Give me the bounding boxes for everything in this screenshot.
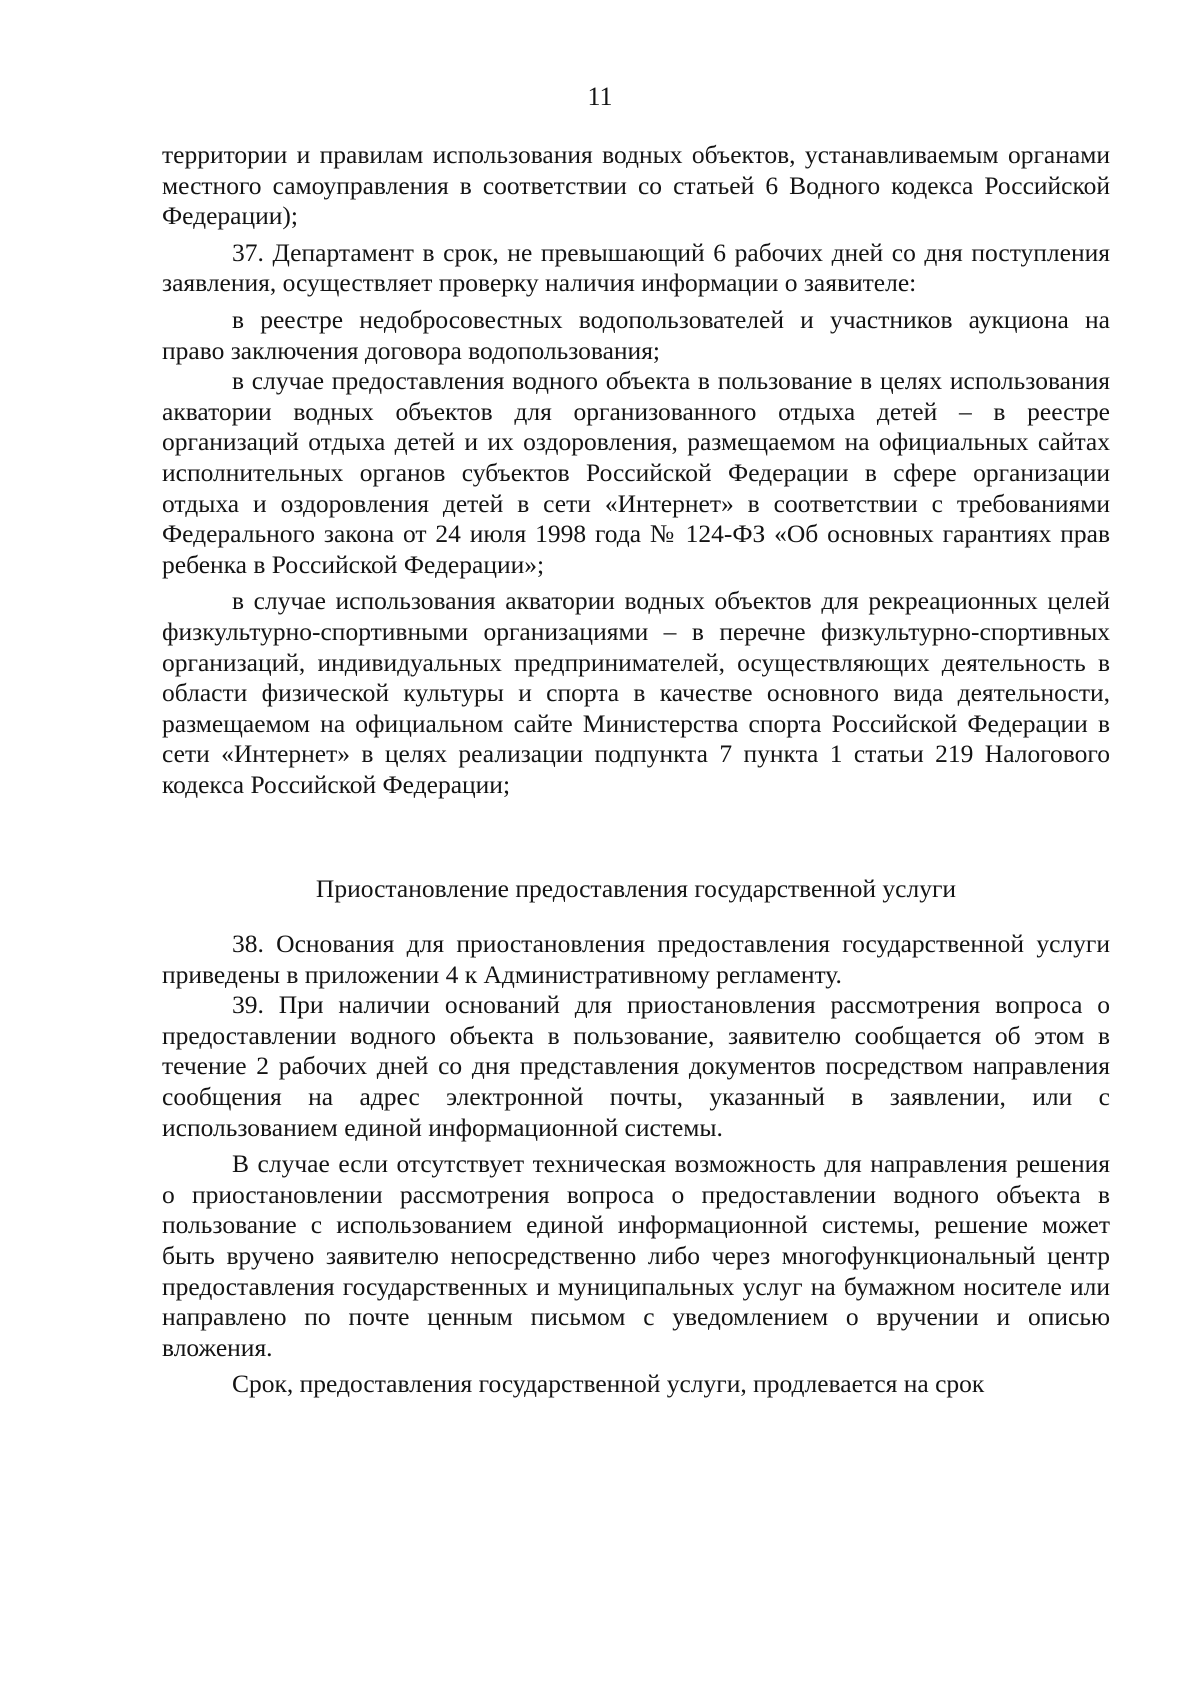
paragraph-technical-possibility: В случае если отсутствует техническая возможность для направления решения о приостановлении рассмотрения вопроса о предоставлении водного объекта в пользование с использованием единой информационной системы, решение может быть вручено заявителю непосредственно либо через многофункциональный центр предоставления государственных и муниципальных услуг на бумажном носителе или направлено по почте ценным письмом с уведомлением о вручении и описью вложения. — [162, 1149, 1110, 1362]
paragraph-children-recreation: в случае предоставления водного объекта в пользование в целях использования акватории водных объектов для организованного отдыха детей – в реестре организаций отдыха детей и их оздоровления, размещаемом на официальных сайтах исполнительных органов субъектов Российской Федерации в сфере организации отдыха и оздоровления детей в сети «Интернет» в соответствии с требованиями Федерального закона от 24 июля 1998 года № 124-ФЗ «Об основных гарантиях прав ребенка в Российской Федерации»; — [162, 366, 1110, 579]
section-heading: Приостановление предоставления государственной услуги — [315, 874, 957, 904]
paragraph-term-extension: Срок, предоставления государственной услуги, продлевается на срок — [232, 1369, 985, 1399]
paragraph-item-39: 39. При наличии оснований для приостановления рассмотрения вопроса о предоставлении водного объекта в пользование, заявителю сообщается об этом в течение 2 рабочих дней со дня представления документов посредством направления сообщения на адрес электронной почты, указанный в заявлении, или с использованием единой информационной системы. — [162, 990, 1110, 1142]
paragraph-continuation: территории и правилам использования водных объектов, устанавливаемым органами местного самоуправления в соответствии со статьей 6 Водного кодекса Российской Федерации); — [162, 140, 1110, 231]
page-number: 11 — [587, 82, 613, 111]
paragraph-item-38: 38. Основания для приостановления предоставления государственной услуги приведены в приложении 4 к Административному регламенту. — [162, 929, 1110, 989]
paragraph-registry-unfair-users: в реестре недобросовестных водопользователей и участников аукциона на право заключения договора водопользования; — [162, 304, 1110, 365]
document-body — [162, 140, 1110, 1400]
paragraph-item-37: 37. Департамент в срок, не превышающий 6 рабочих дней со дня поступления заявления, осуществляет проверку наличия информации о заявителе: — [162, 237, 1110, 298]
paragraph-sports-organizations: в случае использования акватории водных объектов для рекреационных целей физкультурно-спортивными организациями – в перечне физкультурно-спортивных организаций, индивидуальных предпринимателей, осуществляющих деятельность в области физической культуры и спорта в качестве основного вида деятельности, размещаемом на официальном сайте Министерства спорта Российской Федерации в сети «Интернет» в целях реализации подпункта 7 пункта 1 статьи 219 Налогового кодекса Российской Федерации; — [162, 586, 1110, 799]
